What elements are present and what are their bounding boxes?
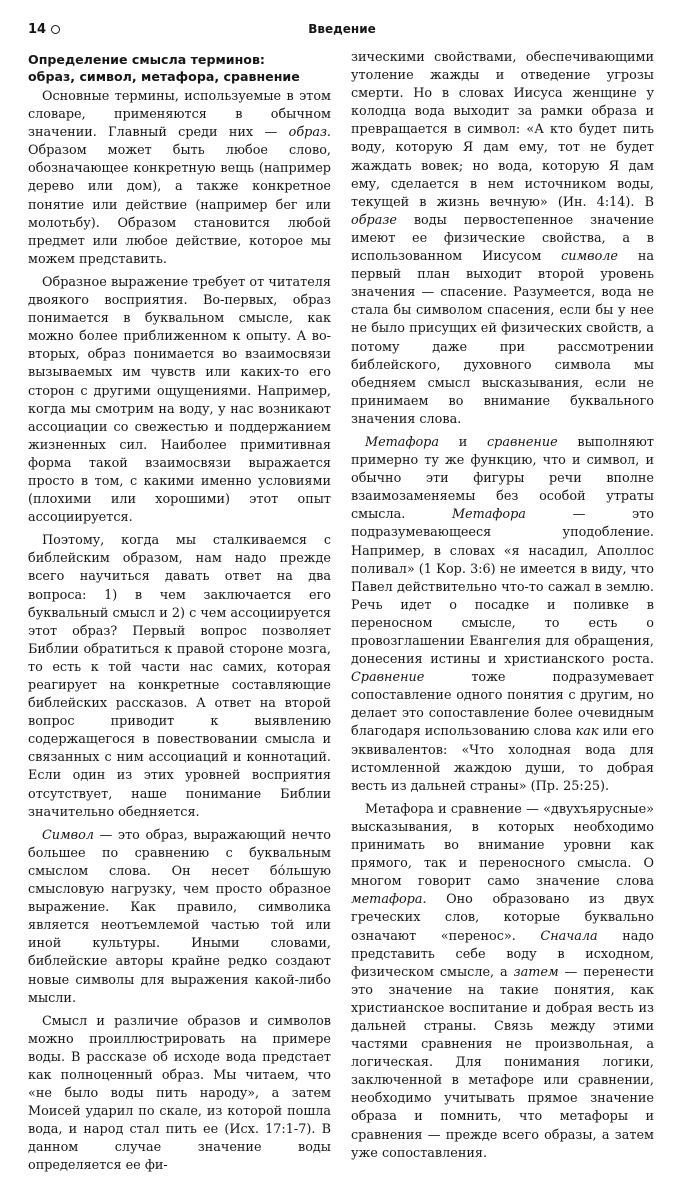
term-kak: как [575, 724, 599, 740]
section-heading [28, 51, 331, 85]
term-metaphor: Метафора [365, 434, 439, 450]
paragraph-metaphor-simile: Метафора и сравнение выполняют примерно ту же функцию, что и символ, и обычно эти фигуры речи вполне взаимозаменяемы без особой утраты смысла. Метафора — это подразумевающееся уподобление. Например, в словах «я насадил, Аполлос поливал» (1 Кор. 3:6) не имеется в виду, что Павел действительно что-то сажал в землю. Речь идет о посадке и поливке в переносном смысле, то есть о провозглашении Евангелия для обращения, донесения истины и христианского роста. Сравнение тоже подразумевает сопоставление одного понятия с другим, но делает это сопоставление более очевидным благодаря использованию слова как или его эквивалентов: «Что холодная вода для истомленной жаждою души, то добрая весть из дальней страны» (Пр. 25:25). [351, 434, 654, 794]
page-number: 14 [28, 21, 47, 37]
paragraph-symbol-definition: Символ — это образ, выражающий нечто большее по сравнению с буквальным смыслом слова. Он несет бо́льшую смысловую нагрузку, чем просто образное выражение. Как правило, символика является неотъемлемой частью той или иной культуры. Иными словами, библейские авторы крайне редко создают новые символы для выражения какой-либо мысли. [28, 827, 331, 1006]
page-header [28, 18, 656, 40]
term-simile-2: Сравнение [351, 670, 425, 686]
paragraph-two-level: Метафора и сравнение — «двухъярусные» высказывания, в которых необходимо принимать во внимание уровни как прямого, так и переносного смысла. О многом говорит само значение слова метафора. Оно образовано из двух греческих слов, которые буквально означают «перенос». Сначала надо представить себе воду в исходном, физическом смысле, а затем — перенести это значение на такие понятия, как христианское воспитание и добрая весть из дальней страны. Связь между этими частями сравнения не произвольная, а логическая. Для понимания логики, заключенной в метафоре или сравнении, необходимо учитывать прямое значение образа и помнить, что метафоры и сравнения — прежде всего образы, а затем уже сопоставления. [351, 801, 654, 1161]
section-heading-line1: Определение смысла терминов: [28, 52, 265, 67]
paragraph-two-questions: Поэтому, когда мы сталкиваемся с библейским образом, нам надо прежде всего научиться давать ответ на два вопроса: 1) в чем заключается его буквальный смысл и 2) с чем ассоциируется этот образ? Первый вопрос позволяет Библии обратиться к правой стороне мозга, то есть к той части нас самих, которая реагирует на конкретные составляющие библейских рассказов. А ответ на второй вопрос приводит к выявлению содержащегося в повествовании смысла и связанных с ним ассоциаций и коннотаций. Если один из этих уровней восприятия отсутствует, наше понимание Библии значительно обедняется. [28, 533, 331, 820]
running-title: Введение [308, 22, 376, 36]
paragraph-water-example: Смысл и различие образов и символов можно проиллюстрировать на примере воды. В рассказе об исходе вода предстает как полноценный образ. Мы читаем, что «не было воды пить народу», а затем Моисей ударил по скале, из которой пошла вода, и народ стал пить ее (Исх. 17:1-7). В данном случае значение воды определяется ее фи- [28, 1013, 331, 1174]
term-then: затем [513, 964, 559, 980]
paragraph-image-definition: Основные термины, используемые в этом словаре, применяются в обычном значении. Главный среди них — образ. Образом может быть любое слово, обозначающее конкретную вещь (например дерево или дом), а также конкретное понятие или действие (например бег или молотьбу). Образом становится любой предмет или любое действие, которое мы можем представить. [28, 89, 331, 267]
term-first: Сначала [540, 928, 598, 944]
term-image-2: образе [351, 212, 397, 228]
term-symbol: Символ [42, 827, 94, 843]
term-metaphor-2: Метафора [451, 507, 526, 523]
term-simile: сравнение [486, 434, 558, 450]
term-metaphor-3: метафора. [351, 892, 427, 908]
term-image: образ. [288, 125, 331, 141]
paragraph-water-continued: зическими свойствами, обеспечивающими утоление жажды и отведение угрозы смерти. Но в словах Иисуса женщине у колодца вода выходит за рамки образа и превращается в символ: «А кто будет пить воду, которую Я дам ему, тот не будет жаждать вовек; но вода, которую Я дам ему, сделается в нем источником воды, текущей в жизнь вечную» (Ин. 4:14). В образе воды первостепенное значение имеют ее физические свойства, а в использованном Иисусом символе на первый план выходит второй уровень значения — спасение. Разумеется, вода не стала бы символом спасения, если бы у нее не было присущих ей физических свойств, а потому даже при рассмотрении библейского, духовного символа мы обедняем смысл высказывания, если не принимаем во внимание буквального значения слова. [351, 50, 654, 427]
term-symbol-2: символе [561, 249, 619, 265]
left-column [28, 47, 331, 1181]
paragraph-dual-perception: Образное выражение требует от читателя двоякого восприятия. Во-первых, образ понимается в буквальном смысле, как можно более приближенном к опыту. А во-вторых, образ понимается во взаимосвязи вызываемых им чувств или каких-то его сторон с другими ощущениями. Например, когда мы смотрим на воду, у нас возникают ассоциации со свежестью и поддержанием жизненных сил. Наиболее примитивная форма такой взаимосвязи выражается просто в том, с какими именно условиями (плохими или хорошими) этот опыт ассоциируется. [28, 274, 331, 526]
section-heading-line2: образ, символ, метафора, сравнение [28, 69, 300, 84]
